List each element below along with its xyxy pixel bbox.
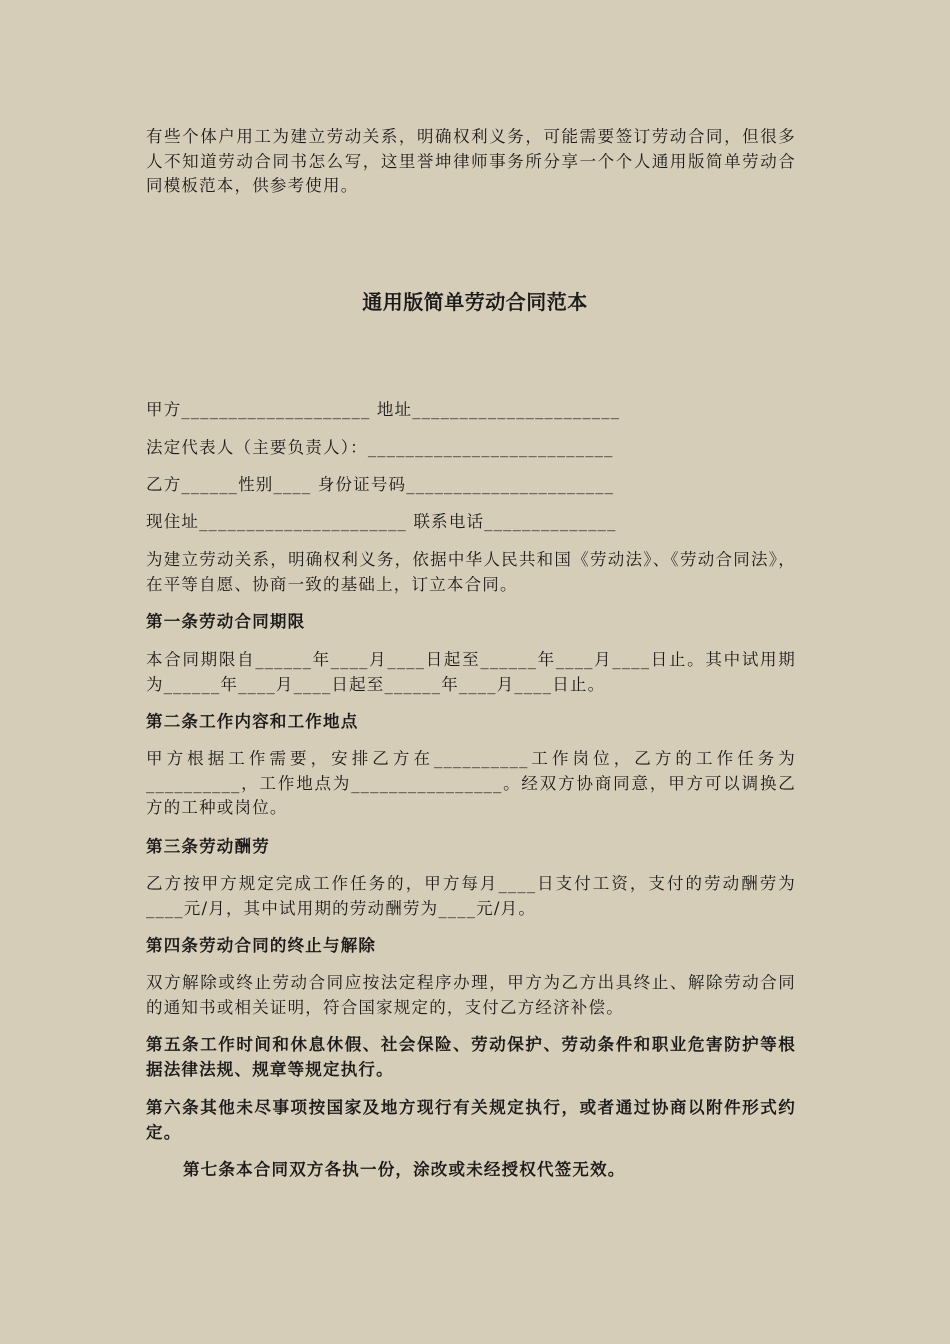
article-2-body: 甲方根据工作需要，安排乙方在__________工作岗位，乙方的工作任务为__________，工作地点为________________。经双方协商同意，甲方可以调换乙方的工种或岗位。 xyxy=(146,749,796,817)
article-2-heading: 第二条工作内容和工作地点 xyxy=(146,712,359,731)
article-3-body: 乙方按甲方规定完成工作任务的，甲方每月____日支付工资，支付的劳动酬劳为____元/月，其中试用期的劳动酬劳为____元/月。 xyxy=(146,874,796,918)
legal-representative-field: 法定代表人（主要负责人）：__________________________ xyxy=(146,438,614,457)
party-b-field: 乙方______性别____ 身份证号码______________________ xyxy=(146,475,615,494)
party-a-field: 甲方____________________ 地址______________________ xyxy=(146,400,621,419)
article-3-heading: 第三条劳动酬劳 xyxy=(146,837,270,856)
article-7-paragraph: 第七条本合同双方各执一份，涂改或未经授权代签无效。 xyxy=(183,1160,626,1179)
preamble-paragraph: 为建立劳动关系，明确权利义务，依据中华人民共和国《劳动法》、《劳动合同法》，在平等自愿、协商一致的基础上，订立本合同。 xyxy=(146,550,796,594)
address-phone-field: 现住址______________________ 联系电话______________ xyxy=(146,512,617,531)
article-4-body: 双方解除或终止劳动合同应按法定程序办理，甲方为乙方出具终止、解除劳动合同的通知书或相关证明，符合国家规定的，支付乙方经济补偿。 xyxy=(146,973,796,1017)
article-1-body: 本合同期限自______年____月____日起至______年____月____日止。其中试用期为______年____月____日起至______年____月____日止。 xyxy=(146,650,796,694)
document-title: 通用版简单劳动合同范本 xyxy=(362,290,588,314)
article-5-paragraph: 第五条工作时间和休息休假、社会保险、劳动保护、劳动条件和职业危害防护等根据法律法规、规章等规定执行。 xyxy=(146,1035,796,1079)
intro-paragraph: 有些个体户用工为建立劳动关系，明确权利义务，可能需要签订劳动合同，但很多人不知道劳动合同书怎么写，这里誉坤律师事务所分享一个个人通用版简单劳动合同模板范本，供参考使用。 xyxy=(146,127,796,195)
article-4-heading: 第四条劳动合同的终止与解除 xyxy=(146,936,377,955)
article-6-paragraph: 第六条其他未尽事项按国家及地方现行有关规定执行，或者通过协商以附件形式约定。 xyxy=(146,1098,796,1142)
article-1-heading: 第一条劳动合同期限 xyxy=(146,612,306,631)
